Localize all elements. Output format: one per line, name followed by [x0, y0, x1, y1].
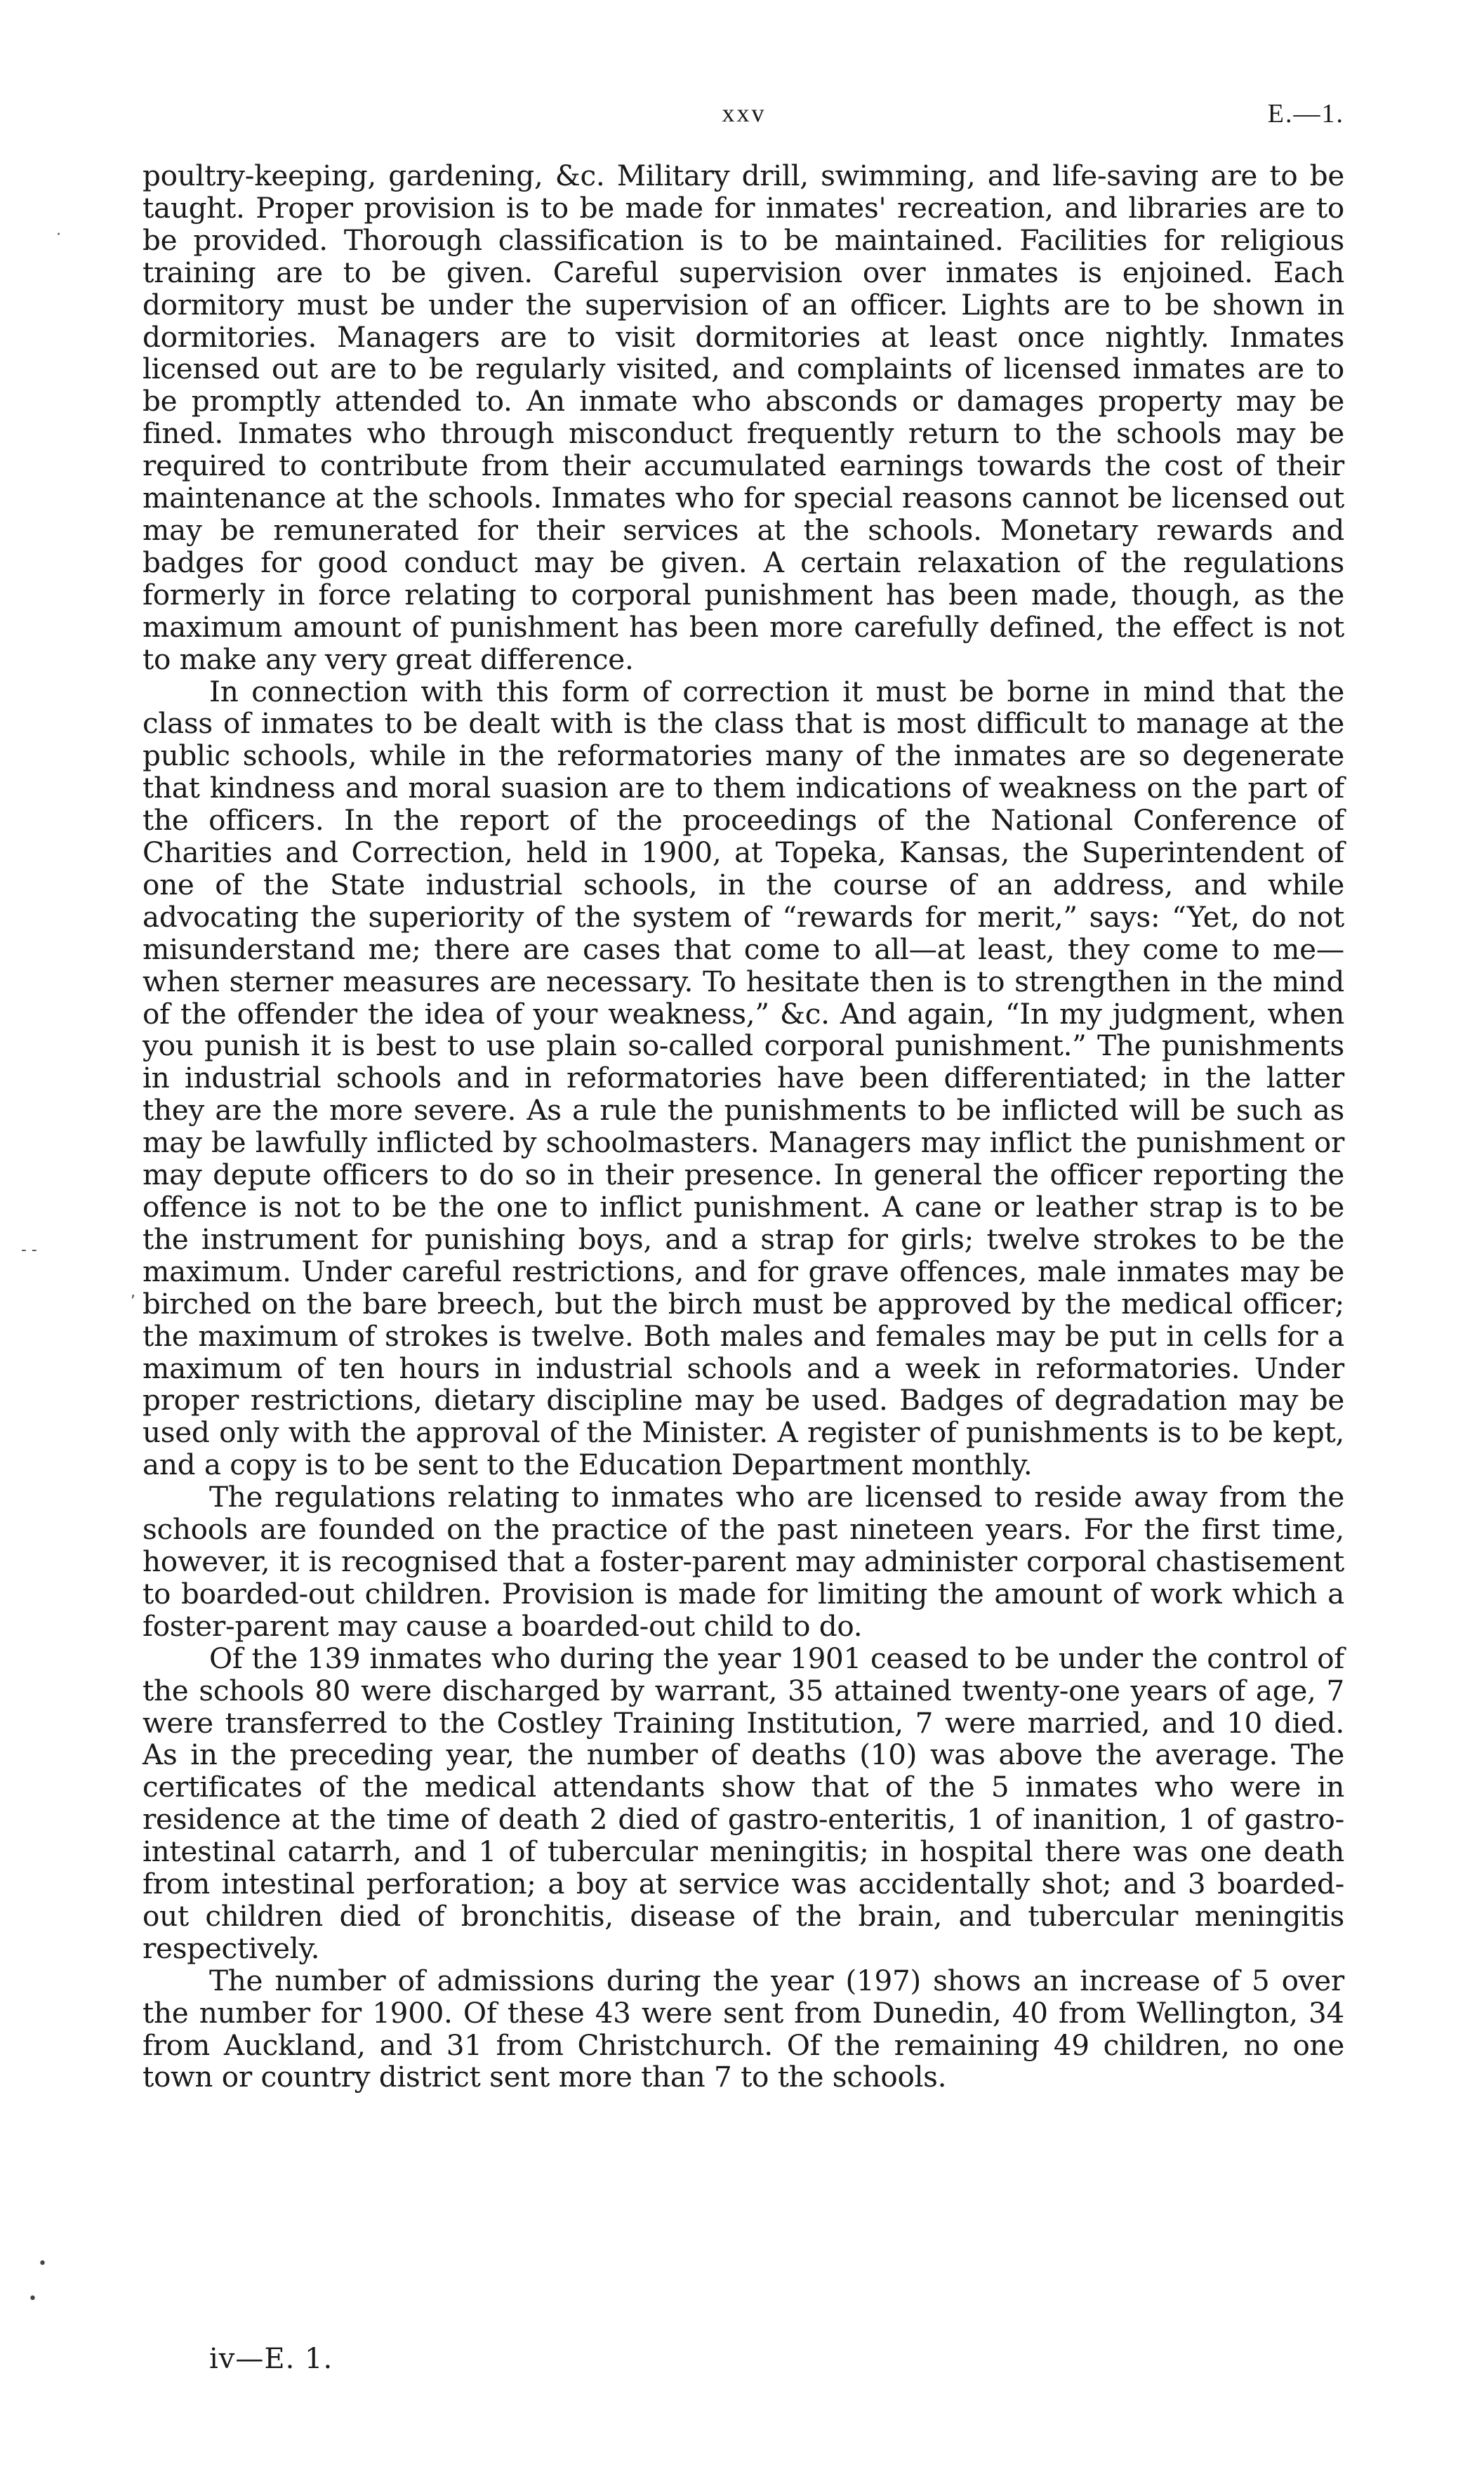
- page-number: xxv: [722, 99, 767, 127]
- signature-mark: iv—E. 1.: [209, 2343, 333, 2375]
- paragraph-continuation: poultry-keeping, gardening, &c. Military drill, swimming, and life-saving are to be taught. Proper provision is to be made for inmates' recreation, and libraries are to be provided. Thorough classification is to be maintained. Facilities for religious training are to be given. Careful supervision over inmates is enjoined. Each dormitory must be under the supervision of an officer. Lights are to be shown in dormitories. Managers are to visit dormitories at least once nightly. Inmates licensed out are to be regularly visited, and complaints of licensed inmates are to be promptly attended to. An inmate who absconds or damages property may be fined. Inmates who through misconduct frequently return to the schools may be required to contribute from their accumulated earnings towards the cost of their maintenance at the schools. Inmates who for special reasons cannot be licensed out may be remunerated for their services at the schools. Monetary rewards and badges for good conduct may be given. A certain relaxation of the regulations formerly in force relating to corporal punishment has been made, though, as the maximum amount of punishment has been more carefully defined, the effect is not to make any very great difference.: [143, 159, 1344, 676]
- margin-speck-mark: •: [38, 2255, 47, 2273]
- margin-speck-mark: ·: [56, 226, 61, 244]
- margin-speck-mark: ,: [131, 1283, 135, 1301]
- margin-dash-mark: - -: [21, 1241, 37, 1259]
- margin-speck-mark: •: [28, 2290, 37, 2308]
- report-reference: E.—1.: [1267, 99, 1344, 128]
- paragraph-licensed-inmates: The regulations relating to inmates who are licensed to reside away from the schools are founded on the practice of the past nineteen years. For the first time, however, it is recognised that a foster-parent may administer corporal chastisement to boarded-out children. Provision is made for limiting the amount of work which a foster-parent may cause a boarded-out child to do.: [143, 1480, 1344, 1643]
- body-text: [143, 160, 1344, 2094]
- paragraph-discharges: Of the 139 inmates who during the year 1901 ceased to be under the control of the schools 80 were discharged by warrant, 35 attained twenty-one years of age, 7 were transferred to the Costley Training Institution, 7 were married, and 10 died. As in the preceding year, the number of deaths (10) was above the average. The certificates of the medical attendants show that of the 5 inmates who were in residence at the time of death 2 died of gastro-enteritis, 1 of inanition, 1 of gastro-intestinal catarrh, and 1 of tubercular meningitis; in hospital there was one death from intestinal perforation; a boy at service was accidentally shot; and 3 boarded-out children died of bronchitis, disease of the brain, and tubercular meningitis respectively.: [143, 1641, 1344, 1965]
- paragraph-admissions: The number of admissions during the year (197) shows an increase of 5 over the number for 1900. Of these 43 were sent from Dunedin, 40 from Wellington, 34 from Auckland, and 31 from Christchurch. Of the remaining 49 children, no one town or country district sent more than 7 to the schools.: [143, 1963, 1344, 2094]
- page-header: [144, 98, 1344, 133]
- paragraph-corporal-punishment: In connection with this form of correction it must be borne in mind that the class of inmates to be dealt with is the class that is most difficult to manage at the public schools, while in the reformatories many of the inmates are so degenerate that kindness and moral suasion are to them indications of weakness on the part of the officers. In the report of the proceedings of the National Conference of Charities and Correction, held in 1900, at Topeka, Kansas, the Superintendent of one of the State industrial schools, in the course of an address, and while advocating the superiority of the system of “rewards for merit,” says: “Yet, do not misunderstand me; there are cases that come to all—at least, they come to me—when sterner measures are necessary. To hesitate then is to strengthen in the mind of the offender the idea of your weakness,” &c. And again, “In my judgment, when you punish it is best to use plain so-called corporal punishment.” The punishments in industrial schools and in reformatories have been differentiated; in the latter they are the more severe. As a rule the punishments to be inflicted will be such as may be lawfully inflicted by schoolmasters. Managers may inflict the punishment or may depute officers to do so in their presence. In general the officer reporting the offence is not to be the one to inflict punishment. A cane or leather strap is to be the instrument for punishing boys, and a strap for girls; twelve strokes to be the maximum. Under careful restrictions, and for grave offences, male inmates may be birched on the bare breech, but the birch must be approved by the medical officer; the maximum of strokes is twelve. Both males and females may be put in cells for a maximum of ten hours in industrial schools and a week in reformatories. Under proper restrictions, dietary discipline may be used. Badges of degradation may be used only with the approval of the Minister. A register of punishments is to be kept, and a copy is to be sent to the Education Department monthly.: [143, 674, 1344, 1482]
